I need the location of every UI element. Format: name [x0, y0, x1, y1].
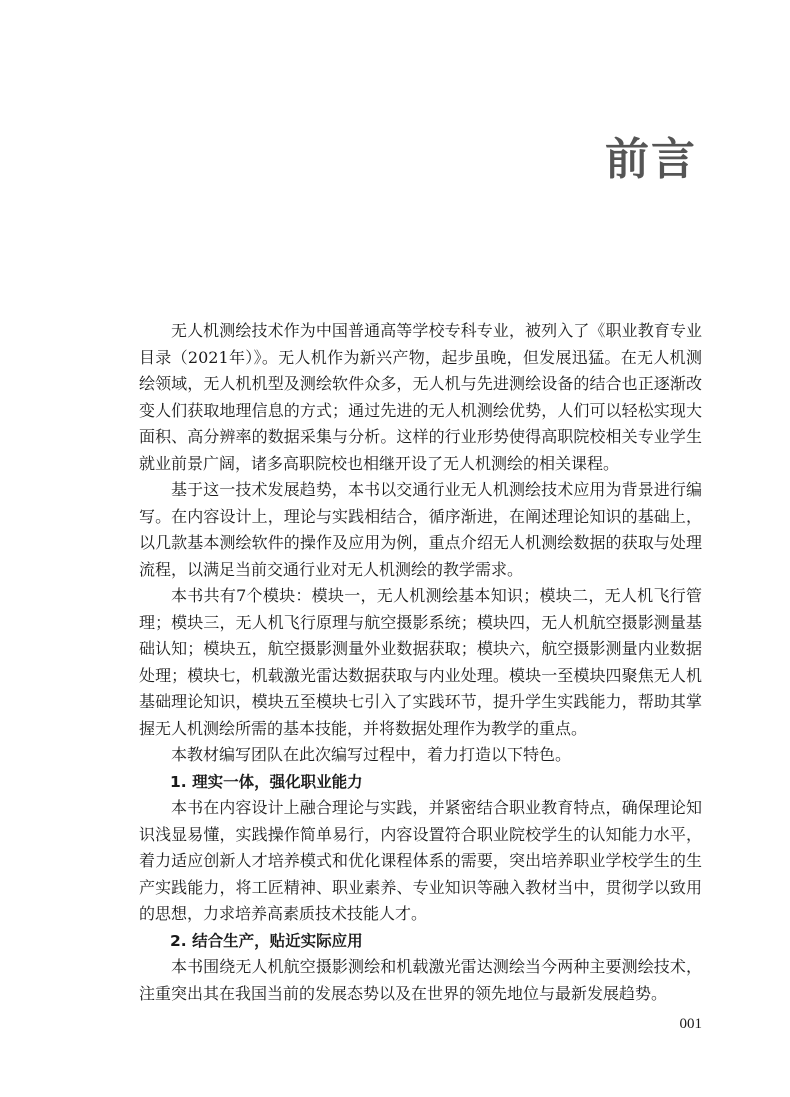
- paragraph: 本教材编写团队在此次编写过程中，着力打造以下特色。: [171, 745, 572, 764]
- paragraph: 本书在内容设计上融合理论与实践，并紧密结合职业教育特点，确保理论知识浅显易懂，实践操作简单易行，内容设置符合职业院校学生的认知能力水平，着力适应创新人才培养模式和优化课程体系的需要，突出培养职业学校学生的生产实践能力，将工匠精神、职业素养、专业知识等融入教材当中，贯彻学以致用的思想，力求培养高素质技术技能人才。: [139, 798, 702, 923]
- page-number: 001: [679, 1016, 702, 1032]
- paragraph: 基于这一技术发展趋势，本书以交通行业无人机测绘技术应用为背景进行编写。在内容设计上，理论与实践相结合，循序渐进，在阐述理论知识的基础上，以几款基本测绘软件的操作及应用为例，重点介绍无人机测绘数据的获取与处理流程，以满足当前交通行业对无人机测绘的教学需求。: [139, 480, 702, 579]
- preface-body: [139, 318, 702, 1007]
- paragraph: 本书共有7个模块：模块一，无人机测绘基本知识；模块二，无人机飞行管理；模块三，无人机飞行原理与航空摄影系统；模块四，无人机航空摄影测量基础认知；模块五，航空摄影测量外业数据获取；模块六，航空摄影测量内业数据处理；模块七，机载激光雷达数据获取与内业处理。模块一至模块四聚焦无人机基础理论知识，模块五至模块七引入了实践环节，提升学生实践能力，帮助其掌握无人机测绘所需的基本技能，并将数据处理作为教学的重点。: [139, 586, 702, 738]
- page-title: 前言: [605, 134, 697, 185]
- section-heading: 2. 结合生产，贴近实际应用: [170, 931, 363, 950]
- paragraph: 无人机测绘技术作为中国普通高等学校专科专业，被列入了《职业教育专业目录（2021年）》。无人机作为新兴产物，起步虽晚，但发展迅猛。在无人机测绘领域，无人机机型及测绘软件众多，无人机与先进测绘设备的结合也正逐渐改变人们获取地理信息的方式；通过先进的无人机测绘优势，人们可以轻松实现大面积、高分辨率的数据采集与分析。这样的行业形势使得高职院校相关专业学生就业前景广阔，诸多高职院校也相继开设了无人机测绘的相关课程。: [139, 321, 702, 473]
- paragraph: 本书围绕无人机航空摄影测绘和机载激光雷达测绘当今两种主要测绘技术，注重突出其在我国当前的发展态势以及在世界的领先地位与最新发展趋势。: [139, 957, 702, 1003]
- section-heading: 1. 理实一体，强化职业能力: [170, 772, 363, 791]
